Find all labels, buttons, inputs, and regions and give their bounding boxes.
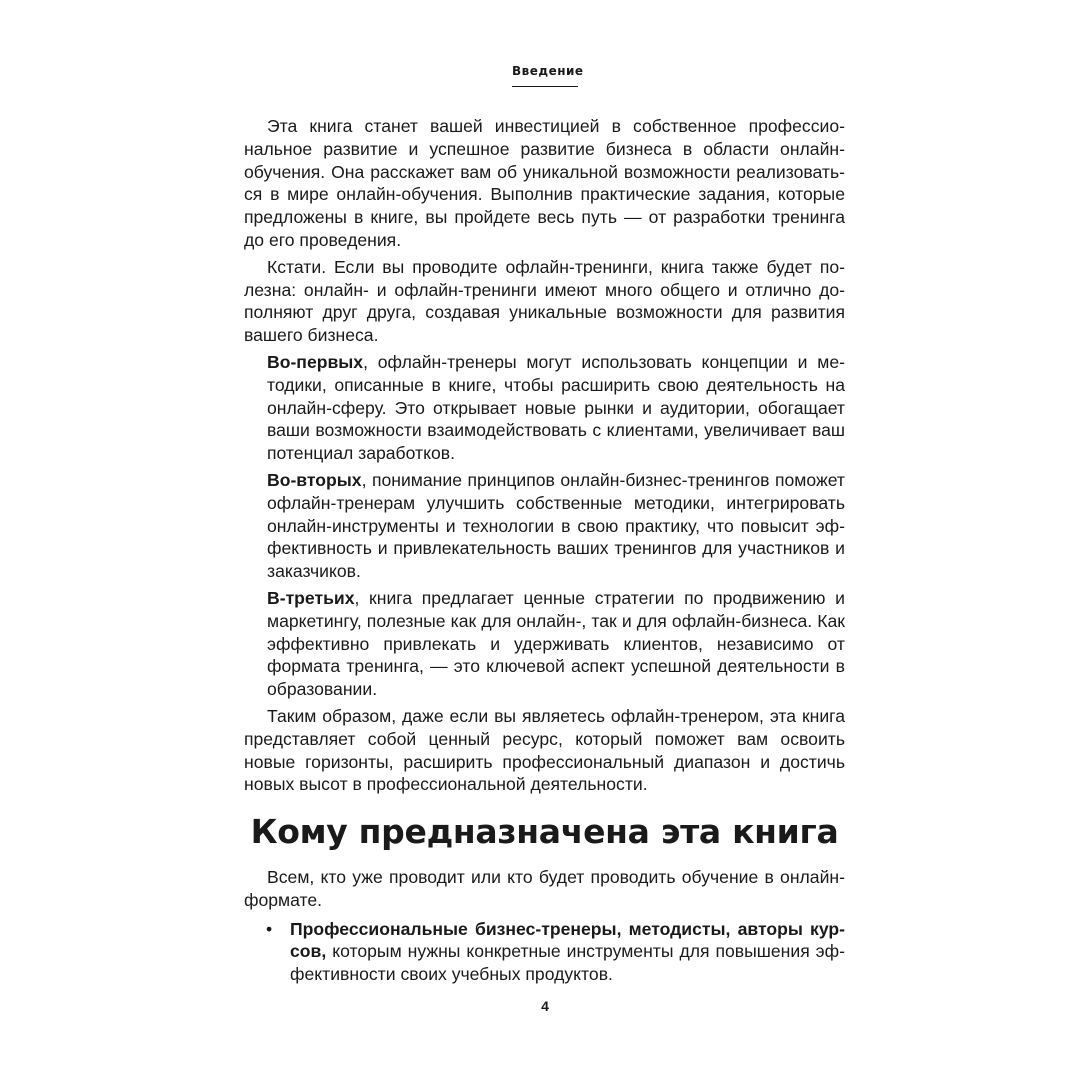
running-head: Введение <box>512 64 584 78</box>
point-text: , книга предлагает ценные стратегии по продвижению и маркетингу, полезные как для онлайн-, так и для офлайн-бизнеса. Как эффективно привлекать и удерживать клиентов, независимо от формата тренинга, — это ключевой аспект успешной деятельности в образовании. <box>267 587 845 700</box>
bullet-dot-icon: • <box>266 918 273 939</box>
paragraph: Кстати. Если вы проводите офлайн-тренинги, книга также будет полезна: онлайн- и офлайн-тренинги имеют много общего и отлично дополняют друг друга, создавая уникальные возможности для развития вашего бизнеса. <box>244 256 845 346</box>
point-text: , понимание принципов онлайн-бизнес-тренингов поможет офлайн-тренерам улучшить собственные методики, интегрировать онлайн-инструменты и технологии в свою практику, что повысит эффективность и привлекательность ваших тренингов для участников и заказчиков. <box>267 469 845 582</box>
main-text <box>244 115 845 796</box>
point-lead: В-третьих <box>267 587 355 608</box>
bullet-item <box>266 918 845 986</box>
point-lead: Во-первых <box>267 351 364 372</box>
running-head-rule <box>512 86 578 87</box>
section-heading: Кому предназначена эта книга <box>250 812 839 851</box>
conclusion-paragraph: Таким образом, даже если вы являетесь офлайн-тренером, эта книга представляет собой ценный ресурс, который поможет вам освоить новые горизонты, расширить профессиональный диапазон и достичь новых высот в профессиональной деятельности. <box>244 705 845 795</box>
paragraph: Эта книга станет вашей инвестицией в собственное профессиональное развитие и успешное развитие бизнеса в области онлайн-обучения. Она расскажет вам об уникальной возможности реализоваться в мире онлайн-обучения. Выполнив практические задания, которые предложены в книге, вы пройдете весь путь — от разработки тренинга до его проведения. <box>244 116 845 250</box>
section-intro: Всем, кто уже проводит или кто будет проводить обучение в онлайн-формате. <box>244 867 845 910</box>
point-first <box>267 351 845 465</box>
point-lead: Во-вторых <box>267 469 362 490</box>
bullet-text: которым нужны конкретные инструменты для повышения эффективности своих учебных продуктов. <box>290 941 845 985</box>
section-text <box>244 866 845 986</box>
bullet-lead: Профессиональные бизнес-тренеры, методисты, авторы курсов, <box>290 918 845 962</box>
point-text: , офлайн-тренеры могут использовать концепции и методики, описанные в книге, чтобы расширить свою деятельность на онлайн-сферу. Это открывает новые рынки и аудитории, обогащает ваши возможности взаимодействовать с клиентами, увеличивает ваш потенциал заработков. <box>267 351 845 464</box>
point-second <box>267 469 845 583</box>
point-third <box>267 587 845 701</box>
page-number: 4 <box>541 998 549 1014</box>
